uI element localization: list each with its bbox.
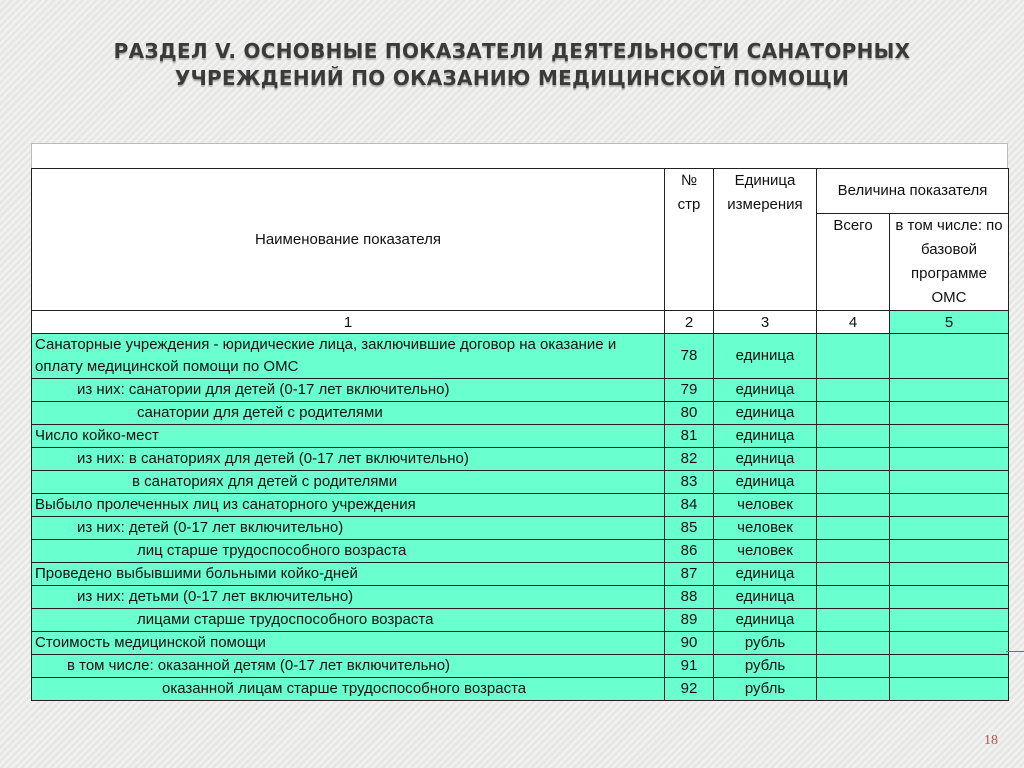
table-row [32,379,1009,402]
decorative-line [1006,651,1024,652]
value-oms-cell[interactable] [890,563,1009,586]
row-unit: единица [714,586,817,609]
value-oms-cell[interactable] [890,540,1009,563]
row-num: 78 [665,334,714,379]
page-number: 18 [984,733,998,748]
value-oms-cell[interactable] [890,402,1009,425]
row-name: Выбыло пролеченных лиц из санаторного учреждения [32,494,665,517]
value-oms-cell[interactable] [890,425,1009,448]
value-oms-cell[interactable] [890,609,1009,632]
value-total-cell[interactable] [817,471,890,494]
value-oms-cell[interactable] [890,632,1009,655]
value-oms-cell[interactable] [890,517,1009,540]
table-row [32,678,1009,701]
row-num: 92 [665,678,714,701]
table-row [32,632,1009,655]
row-name: в санаториях для детей с родителями [32,471,665,494]
header-num: № стр [665,169,714,311]
indicators-table [31,168,1009,701]
table-row [32,540,1009,563]
row-name: из них: в санаториях для детей (0-17 лет включительно) [32,448,665,471]
table-row [32,448,1009,471]
table-row [32,586,1009,609]
value-total-cell[interactable] [817,678,890,701]
value-total-cell[interactable] [817,379,890,402]
row-unit: единица [714,448,817,471]
row-unit: единица [714,563,817,586]
row-name: из них: детей (0-17 лет включительно) [32,517,665,540]
row-unit: единица [714,425,817,448]
value-oms-cell[interactable] [890,471,1009,494]
value-total-cell[interactable] [817,334,890,379]
row-num: 90 [665,632,714,655]
value-total-cell[interactable] [817,402,890,425]
table-row [32,334,1009,379]
row-name: оказанной лицам старше трудоспособного возраста [32,678,665,701]
value-total-cell[interactable] [817,586,890,609]
value-total-cell[interactable] [817,632,890,655]
row-num: 83 [665,471,714,494]
header-unit: Единица измерения [714,169,817,311]
row-num: 84 [665,494,714,517]
row-num: 86 [665,540,714,563]
row-name: лиц старше трудоспособного возраста [32,540,665,563]
value-total-cell[interactable] [817,563,890,586]
col-number: 2 [665,311,714,334]
row-unit: рубль [714,678,817,701]
col-number: 3 [714,311,817,334]
row-num: 79 [665,379,714,402]
table-row [32,655,1009,678]
value-total-cell[interactable] [817,517,890,540]
row-num: 87 [665,563,714,586]
value-total-cell[interactable] [817,448,890,471]
row-num: 85 [665,517,714,540]
table-row [32,563,1009,586]
row-num: 89 [665,609,714,632]
header-value: Величина показателя [817,169,1009,214]
row-unit: человек [714,540,817,563]
row-name: Число койко-мест [32,425,665,448]
table-row [32,425,1009,448]
value-oms-cell[interactable] [890,494,1009,517]
value-oms-cell[interactable] [890,586,1009,609]
row-unit: единица [714,402,817,425]
row-num: 82 [665,448,714,471]
row-unit: человек [714,517,817,540]
column-numbers-row [32,311,1009,334]
table-row [32,402,1009,425]
value-total-cell[interactable] [817,425,890,448]
row-num: 91 [665,655,714,678]
row-unit: единица [714,334,817,379]
value-oms-cell[interactable] [890,379,1009,402]
header-name: Наименование показателя [32,169,665,311]
value-total-cell[interactable] [817,540,890,563]
table-top-strip [31,143,1008,168]
table-row [32,471,1009,494]
table-row [32,517,1009,540]
table-row [32,609,1009,632]
value-oms-cell[interactable] [890,655,1009,678]
row-num: 81 [665,425,714,448]
row-name: санатории для детей с родителями [32,402,665,425]
row-num: 88 [665,586,714,609]
row-unit: единица [714,379,817,402]
row-name: из них: санатории для детей (0-17 лет включительно) [32,379,665,402]
value-total-cell[interactable] [817,609,890,632]
row-unit: единица [714,609,817,632]
value-oms-cell[interactable] [890,448,1009,471]
col-number: 1 [32,311,665,334]
col-number: 4 [817,311,890,334]
row-num: 80 [665,402,714,425]
row-name: из них: детьми (0-17 лет включительно) [32,586,665,609]
table-row [32,494,1009,517]
row-name: Санаторные учреждения - юридические лица, заключившие договор на оказание и оплату медицинской помощи по ОМС [32,334,665,379]
row-name: Проведено выбывшими больными койко-дней [32,563,665,586]
row-name: Стоимость медицинской помощи [32,632,665,655]
col-number: 5 [890,311,1009,334]
row-unit: рубль [714,632,817,655]
row-unit: единица [714,471,817,494]
page-title: РАЗДЕЛ V. ОСНОВНЫЕ ПОКАЗАТЕЛИ ДЕЯТЕЛЬНОСТИ САНАТОРНЫХ УЧРЕЖДЕНИЙ ПО ОКАЗАНИЮ МЕДИЦИНСКОЙ ПОМОЩИ [113,39,911,90]
indicators-table-container [31,143,1008,701]
value-total-cell[interactable] [817,655,890,678]
value-oms-cell[interactable] [890,334,1009,379]
header-oms: в том числе: по базовой программе ОМС [890,214,1009,311]
header-total: Всего [817,214,890,311]
row-unit: человек [714,494,817,517]
row-name: лицами старше трудоспособного возраста [32,609,665,632]
row-unit: рубль [714,655,817,678]
value-oms-cell[interactable] [890,678,1009,701]
value-total-cell[interactable] [817,494,890,517]
row-name: в том числе: оказанной детям (0-17 лет включительно) [32,655,665,678]
header-row-1 [32,169,1009,214]
